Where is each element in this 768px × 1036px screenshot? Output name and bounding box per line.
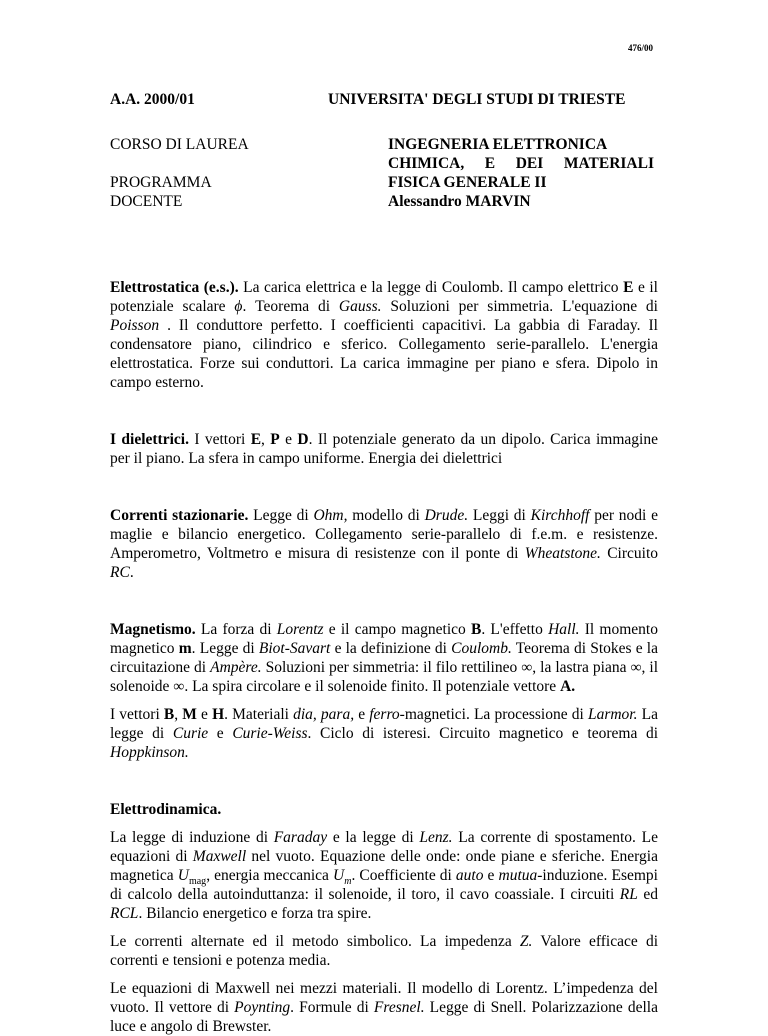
section-title: Magnetismo. <box>110 621 196 638</box>
text: Valore efficace di correnti e tensioni e potenza media. <box>110 933 658 969</box>
name-term: Lorentz <box>276 621 324 638</box>
name-term: RC <box>110 564 130 581</box>
text: e <box>196 706 213 723</box>
vector-symbol: P <box>270 431 280 448</box>
name-term: Faraday <box>273 829 328 846</box>
text: -induzione. Esempi di calcolo della autoinduttanza: il solenoide, il toro, il cavo coassiale. I circuiti <box>110 867 658 903</box>
text: Leggi di <box>468 507 531 524</box>
name-term: Biot-Savart <box>258 640 331 657</box>
section-elettrodinamica-title: Elettrodinamica. <box>110 801 222 818</box>
name-term: RL <box>619 886 638 903</box>
name-term: Wheatstone. <box>524 545 601 562</box>
text: . Legge di <box>191 640 259 657</box>
subscript: m <box>344 876 352 888</box>
text: . Coefficiente di <box>351 867 456 884</box>
vector-symbol: B <box>471 621 482 638</box>
name-term: dia, para, <box>293 706 355 723</box>
text: La corrente di spostamento. Le equazioni di <box>110 829 658 865</box>
name-term: Kirchhoff <box>530 507 590 524</box>
corso-value-line1: INGEGNERIA ELETTRONICA <box>388 136 608 153</box>
name-term: mutua <box>498 867 538 884</box>
name-term: Gauss. <box>338 298 382 315</box>
section-title: Correnti stazionarie. <box>110 507 249 524</box>
university-name: UNIVERSITA' DEGLI STUDI DI TRIESTE <box>328 91 626 108</box>
docente-label: DOCENTE <box>110 193 183 210</box>
symbol: U <box>333 867 345 884</box>
text: La legge di <box>110 706 658 742</box>
section-magnetismo-para2 <box>110 705 658 762</box>
text: Soluzioni per simmetria. L'equazione di <box>381 298 658 315</box>
text: . Materiali <box>224 706 294 723</box>
text: Il momento magnetico <box>110 621 658 657</box>
text: e <box>483 867 499 884</box>
name-term: Ohm, <box>313 507 348 524</box>
text: La legge di induzione di <box>110 829 274 846</box>
corso-label: CORSO DI LAUREA <box>110 136 249 153</box>
section-elettrodinamica-para1 <box>110 828 658 923</box>
symbol: U <box>177 867 189 884</box>
text: I vettori <box>110 706 164 723</box>
text: . Ciclo di isteresi. Circuito magnetico e teorema di <box>307 725 658 742</box>
text: , energia meccanica <box>206 867 333 884</box>
text: e <box>208 725 233 742</box>
section-elettrodinamica-para2 <box>110 932 658 970</box>
name-term: auto <box>455 867 484 884</box>
programma-label: PROGRAMMA <box>110 174 212 191</box>
name-term: Ampère. <box>210 659 262 676</box>
text: Legge di <box>248 507 314 524</box>
vector-symbol: E <box>623 279 634 296</box>
text: -magnetici. La processione di <box>399 706 588 723</box>
name-term: Poynting <box>234 999 291 1016</box>
name-term: Coulomb. <box>451 640 512 657</box>
section-title: Elettrostatica (e.s.). <box>110 279 239 296</box>
text: La carica elettrica e la legge di Coulomb. Il campo elettrico <box>238 279 624 296</box>
vector-symbol: A. <box>560 678 576 695</box>
text: per nodi e maglie e bilancio energetico. Collegamento serie-parallelo di f.e.m. e resistenze. Amperometro, Voltmetro e misura di resistenze con il ponte di <box>110 507 658 562</box>
name-term: Poisson <box>110 317 160 334</box>
text: . Il potenziale generato da un dipolo. Carica immagine per il piano. La sfera in campo uniforme. Energia dei dielettrici <box>110 431 658 467</box>
phi-symbol: ϕ <box>234 298 243 315</box>
section-magnetismo <box>110 620 658 696</box>
text: e la definizione di <box>330 640 452 657</box>
text: modello di <box>347 507 425 524</box>
text: . Teorema di <box>242 298 339 315</box>
text: Soluzioni per simmetria: il filo rettilineo ∞, la lastra piana ∞, il solenoide ∞. La spira circolare e il solenoide finito. Il potenziale vettore <box>110 659 659 695</box>
name-term: Curie-Weiss <box>232 725 308 742</box>
section-title: I dielettrici. <box>110 431 189 448</box>
section-correnti <box>110 506 658 582</box>
vector-symbol: E <box>250 431 262 448</box>
name-term: RCL <box>110 905 139 922</box>
page-number: 476/00 <box>628 43 654 53</box>
section-elettrostatica <box>110 278 658 392</box>
section-elettrodinamica-para3 <box>110 979 658 1036</box>
corso-value-line2: CHIMICA, E DEI MATERIALI <box>388 155 654 172</box>
name-term: Z. <box>519 933 533 950</box>
text: nel vuoto. Equazione delle onde: onde piane e sferiche. Energia magnetica <box>110 848 658 884</box>
text: . <box>129 564 134 581</box>
text: . L'effetto <box>481 621 549 638</box>
text: . Bilancio energetico e forza tra spire. <box>138 905 372 922</box>
subscript: mag <box>188 876 207 888</box>
text: Circuito <box>600 545 658 562</box>
vector-symbol: B <box>163 706 175 723</box>
text: e <box>354 706 370 723</box>
name-term: Larmor. <box>587 706 638 723</box>
name-term: Maxwell <box>192 848 247 865</box>
programma-value: FISICA GENERALE II <box>388 174 547 191</box>
name-term: Curie <box>172 725 209 742</box>
text: ed <box>637 886 658 903</box>
text: . Formule di <box>290 999 374 1016</box>
text: Teorema di Stokes e la circuitazione di <box>110 640 658 676</box>
text: I vettori <box>188 431 251 448</box>
text: , <box>261 431 271 448</box>
text: , <box>174 706 183 723</box>
vector-symbol: M <box>182 706 197 723</box>
name-term: Hall. <box>548 621 580 638</box>
section-dielettrici <box>110 430 658 468</box>
docente-value: Alessandro MARVIN <box>388 193 531 210</box>
name-term: Drude. <box>424 507 469 524</box>
text: La forza di <box>195 621 277 638</box>
vector-symbol: D <box>297 431 309 448</box>
name-term: Hoppkinson. <box>110 744 189 761</box>
vector-symbol: m <box>178 640 192 657</box>
text: . Il conduttore perfetto. I coefficienti capacitivi. La gabbia di Faraday. Il condensatore piano, cilindrico e sferico. Collegamento serie-parallelo. L'energia elettrostatica. Forze sui conduttori. La carica immagine per piano e sfera. Dipolo in campo esterno. <box>110 317 658 391</box>
name-term: ferro <box>369 706 400 723</box>
text: e il potenziale scalare <box>110 279 658 315</box>
text: Legge di Snell. Polarizzazione della luce e angolo di Brewster. <box>110 999 658 1035</box>
text: Le equazioni di Maxwell nei mezzi materiali. Il modello di Lorentz. L’impedenza del vuoto. Il vettore di <box>110 980 658 1016</box>
text: e <box>279 431 298 448</box>
text: Le correnti alternate ed il metodo simbolico. La impedenza <box>110 933 520 950</box>
name-term: Lenz. <box>419 829 453 846</box>
syllabus-content <box>110 278 658 1036</box>
text: e la legge di <box>327 829 420 846</box>
text: e il campo magnetico <box>323 621 471 638</box>
name-term: Fresnel. <box>373 999 425 1016</box>
academic-year: A.A. 2000/01 <box>110 91 195 108</box>
vector-symbol: H <box>212 706 225 723</box>
